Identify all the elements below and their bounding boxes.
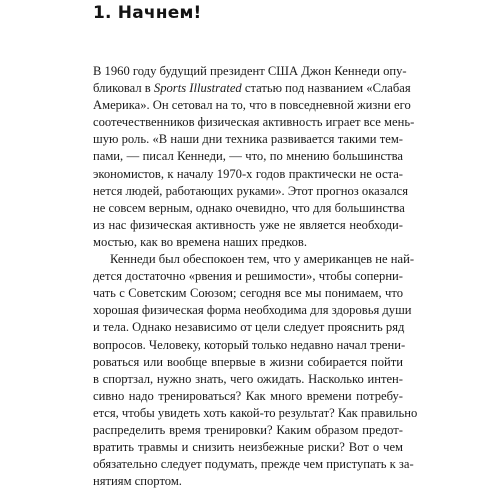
text-run: экономистов, к началу 1970-х годов практически не оста- [93, 166, 403, 181]
text-run: сивно надо тренироваться? Как много времени потребу- [93, 388, 403, 403]
text-line [93, 405, 418, 422]
text-line [93, 166, 403, 183]
text-run: мостью, как во времена наших предков. [93, 234, 308, 249]
text-line [93, 302, 412, 319]
text-line [93, 371, 403, 388]
text-run: вопросов. Человеку, который только недавно начал трени- [93, 337, 406, 352]
text-run: роваться или вообще впервые в жизни собирается пойти [93, 354, 403, 369]
text-line [93, 473, 403, 490]
text-run: в спортзал, нужно знать, чего ожидать. Насколько интен- [93, 371, 403, 386]
text-run: Кеннеди был обеспокоен тем, что у американцев не най- [110, 252, 415, 267]
text-run: ется, чтобы увидеть хоть какой-то результат? Как правильно [93, 405, 418, 420]
text-run: бликовал в [93, 81, 154, 96]
text-line [93, 217, 403, 234]
text-line [93, 337, 406, 354]
text-line [93, 183, 409, 200]
text-line [93, 285, 403, 302]
text-run: чать с Советским Союзом; сегодня все мы понимаем, что [93, 286, 403, 301]
text-run: дется достаточно «рвения и решимости», чтобы соперни- [93, 269, 403, 284]
text-line [93, 388, 403, 405]
text-run: шую роль. «В наши дни техника развивается такими тем- [93, 132, 403, 147]
text-run: статью под названием «Слабая [241, 81, 411, 96]
text-line [93, 131, 403, 148]
text-line [93, 251, 415, 268]
text-run: и тела. Однако независимо от цели следует прояснить ряд [93, 320, 405, 335]
text-line [93, 439, 403, 456]
text-line [93, 80, 411, 97]
text-line [93, 354, 403, 371]
text-run: распределить время тренировки? Каким образом предот- [93, 422, 403, 437]
text-line [93, 63, 407, 80]
text-line [93, 114, 415, 131]
chapter-title: 1. Начнем! [93, 3, 202, 23]
text-run: обязательно следует подумать, прежде чем приступать к за- [93, 457, 414, 472]
text-line [93, 97, 411, 114]
text-run: В 1960 году будущий президент США Джон Кеннеди опу- [93, 64, 407, 78]
text-run: хорошая физическая форма необходима для здоровья души [93, 303, 412, 318]
text-run: из нас физическая активность уже не является необходи- [93, 217, 403, 232]
italic-text-run: Sports Illustrated [153, 81, 242, 96]
body-text [93, 63, 418, 490]
text-line [93, 148, 403, 165]
text-run: вратить травмы и снизить неизбежные риски? Вот о чем [93, 440, 403, 455]
text-run: нется людей, работающих руками». Этот прогноз оказался [93, 183, 409, 198]
text-run: нятиям спортом. [93, 474, 182, 489]
text-line [93, 319, 403, 336]
text-line [93, 200, 403, 217]
text-run: соотечественников физическая активность играет все мень- [93, 115, 415, 130]
text-run: не совсем верным, однако очевидно, что для большинства [93, 200, 405, 215]
text-run: пами, — писал Кеннеди, — что, по мнению большинства [93, 149, 403, 164]
text-line [93, 268, 403, 285]
paragraph [93, 251, 418, 490]
text-line [93, 234, 403, 251]
paragraph [93, 63, 415, 251]
text-line [93, 422, 403, 439]
text-line [93, 456, 414, 473]
text-run: Америка». Он сетовал на то, что в повседневной жизни его [93, 98, 411, 113]
